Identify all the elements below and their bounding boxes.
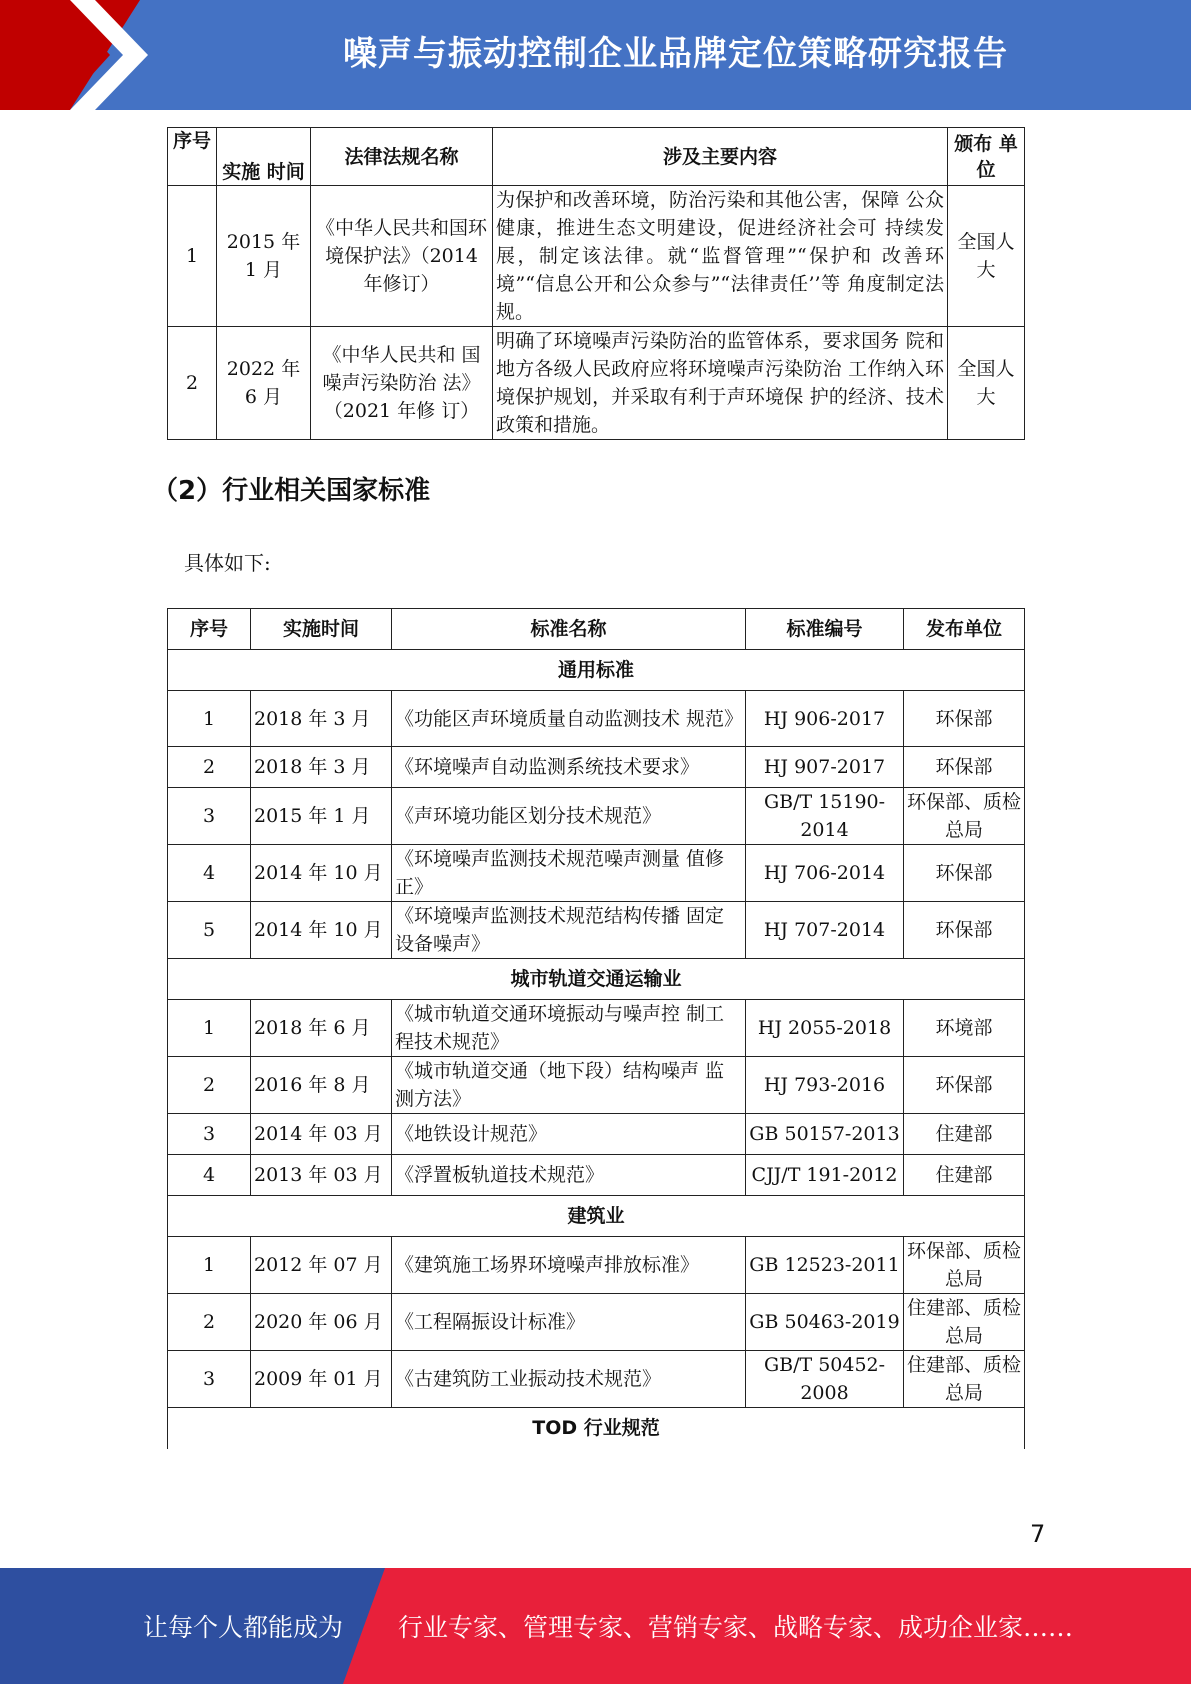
cell-no: 1	[168, 186, 217, 327]
group-row	[168, 959, 1025, 1000]
header-cell: 涉及主要内容	[493, 128, 948, 186]
cell-date: 2012 年 07 月	[251, 1237, 392, 1294]
footer-slogan-left: 让每个人都能成为	[143, 1613, 344, 1642]
cell-no: 4	[168, 1155, 251, 1196]
cell-code: HJ 907-2017	[746, 747, 904, 788]
cell-unit: 住建部	[904, 1155, 1025, 1196]
header-cell: 序号	[168, 128, 217, 186]
cell-no: 1	[168, 691, 251, 747]
group-row	[168, 1408, 1025, 1449]
header-cell: 颁布 单位	[948, 128, 1025, 186]
cell-code: HJ 706-2014	[746, 845, 904, 902]
cell-code: GB 50463-2019	[746, 1294, 904, 1351]
cell-name: 《城市轨道交通（地下段）结构噪声 监测方法》	[392, 1057, 746, 1114]
cell-no: 1	[168, 1237, 251, 1294]
cell-date: 2018 年 6 月	[251, 1000, 392, 1057]
cell-unit: 住建部、质检总局	[904, 1294, 1025, 1351]
cell-no: 1	[168, 1000, 251, 1057]
cell-date: 2018 年 3 月	[251, 691, 392, 747]
cell-unit: 环保部	[904, 845, 1025, 902]
table-row	[168, 1155, 1025, 1196]
table-row	[168, 327, 1025, 440]
group-title: 通用标准	[168, 650, 1025, 691]
header-cell: 实施 时间	[217, 128, 311, 186]
cell-no: 2	[168, 1294, 251, 1351]
group-row	[168, 650, 1025, 691]
cell-code: CJJ/T 191-2012	[746, 1155, 904, 1196]
cell-date: 2013 年 03 月	[251, 1155, 392, 1196]
cell-unit: 住建部、质检总局	[904, 1351, 1025, 1408]
cell-name: 《城市轨道交通环境振动与噪声控 制工程技术规范》	[392, 1000, 746, 1057]
cell-name: 《中华人民共和 国噪声污染防治 法》（2021 年修 订）	[311, 327, 493, 440]
cell-date: 2016 年 8 月	[251, 1057, 392, 1114]
table-row	[168, 691, 1025, 747]
table-row	[168, 1294, 1025, 1351]
cell-name: 《工程隔振设计标准》	[392, 1294, 746, 1351]
cell-unit: 环保部、质检总局	[904, 1237, 1025, 1294]
cell-name: 《古建筑防工业振动技术规范》	[392, 1351, 746, 1408]
footer-slogan-right: 行业专家、管理专家、营销专家、战略专家、成功企业家……	[398, 1613, 1074, 1642]
cell-date: 2015 年 1 月	[217, 186, 311, 327]
cell-content: 明确了环境噪声污染防治的监管体系，要求国务 院和地方各级人民政府应将环境噪声污染防治 工作纳入环境保护规划，并采取有利于声环境保 护的经济、技术政策和措施。	[493, 327, 948, 440]
cell-no: 2	[168, 747, 251, 788]
table-row	[168, 1237, 1025, 1294]
cell-no: 4	[168, 845, 251, 902]
cell-name: 《中华人民共和国环境保护法》（2014 年修订）	[311, 186, 493, 327]
cell-name: 《浮置板轨道技术规范》	[392, 1155, 746, 1196]
cell-date: 2014 年 03 月	[251, 1114, 392, 1155]
header-cell: 法律法规名称	[311, 128, 493, 186]
cell-unit: 环保部	[904, 1057, 1025, 1114]
cell-unit: 环境部	[904, 1000, 1025, 1057]
cell-name: 《功能区声环境质量自动监测技术 规范》	[392, 691, 746, 747]
table-header-row	[168, 128, 1025, 186]
cell-no: 3	[168, 788, 251, 845]
header-cell: 实施时间	[251, 609, 392, 650]
cell-no: 3	[168, 1114, 251, 1155]
cell-code: GB 50157-2013	[746, 1114, 904, 1155]
cell-unit: 全国人大	[948, 327, 1025, 440]
header-cell: 标准编号	[746, 609, 904, 650]
cell-unit: 住建部	[904, 1114, 1025, 1155]
cell-code: GB/T 50452-2008	[746, 1351, 904, 1408]
cell-name: 《声环境功能区划分技术规范》	[392, 788, 746, 845]
header-cell: 标准名称	[392, 609, 746, 650]
group-title: 城市轨道交通运输业	[168, 959, 1025, 1000]
page-footer	[0, 1568, 1191, 1684]
header-cell: 发布单位	[904, 609, 1025, 650]
table-header-row	[168, 609, 1025, 650]
table-row	[168, 186, 1025, 327]
cell-code: GB/T 15190-2014	[746, 788, 904, 845]
cell-name: 《建筑施工场界环境噪声排放标准》	[392, 1237, 746, 1294]
cell-name: 《环境噪声自动监测系统技术要求》	[392, 747, 746, 788]
group-title: 建筑业	[168, 1196, 1025, 1237]
cell-unit: 环保部、质检总局	[904, 788, 1025, 845]
document-title: 噪声与振动控制企业品牌定位策略研究报告	[343, 34, 1008, 74]
table-row	[168, 788, 1025, 845]
cell-date: 2009 年 01 月	[251, 1351, 392, 1408]
cell-unit: 全国人大	[948, 186, 1025, 327]
cell-date: 2015 年 1 月	[251, 788, 392, 845]
cell-unit: 环保部	[904, 902, 1025, 959]
cell-code: HJ 2055-2018	[746, 1000, 904, 1057]
page-header	[0, 0, 1191, 110]
cell-unit: 环保部	[904, 691, 1025, 747]
cell-code: HJ 793-2016	[746, 1057, 904, 1114]
table-row	[168, 845, 1025, 902]
cell-no: 5	[168, 902, 251, 959]
cell-no: 2	[168, 327, 217, 440]
header-cell: 序号	[168, 609, 251, 650]
table-row	[168, 1057, 1025, 1114]
cell-no: 3	[168, 1351, 251, 1408]
cell-date: 2014 年 10 月	[251, 845, 392, 902]
cell-date: 2022 年 6 月	[217, 327, 311, 440]
group-title: TOD 行业规范	[168, 1408, 1025, 1449]
section-heading: （2）行业相关国家标准	[152, 476, 431, 506]
cell-date: 2020 年 06 月	[251, 1294, 392, 1351]
table-row	[168, 1000, 1025, 1057]
cell-name: 《地铁设计规范》	[392, 1114, 746, 1155]
cell-date: 2018 年 3 月	[251, 747, 392, 788]
cell-no: 2	[168, 1057, 251, 1114]
cell-code: HJ 906-2017	[746, 691, 904, 747]
intro-text: 具体如下:	[184, 551, 271, 575]
law-regulation-table	[167, 127, 1025, 440]
cell-code: GB 12523-2011	[746, 1237, 904, 1294]
national-standards-table	[167, 608, 1025, 1449]
group-row	[168, 1196, 1025, 1237]
table-row	[168, 902, 1025, 959]
cell-code: HJ 707-2014	[746, 902, 904, 959]
cell-name: 《环境噪声监测技术规范结构传播 固定设备噪声》	[392, 902, 746, 959]
page-number: 7	[1030, 1520, 1046, 1548]
table-row	[168, 747, 1025, 788]
cell-date: 2014 年 10 月	[251, 902, 392, 959]
table-row	[168, 1114, 1025, 1155]
cell-content: 为保护和改善环境，防治污染和其他公害，保障 公众健康，推进生态文明建设，促进经济社会可 持续发展，制定该法律。就“监督管理”“保护和 改善环境”“信息公开和公众参与”“法律责任’’等 角度制定法规。	[493, 186, 948, 327]
cell-name: 《环境噪声监测技术规范噪声测量 值修正》	[392, 845, 746, 902]
table-row	[168, 1351, 1025, 1408]
cell-unit: 环保部	[904, 747, 1025, 788]
